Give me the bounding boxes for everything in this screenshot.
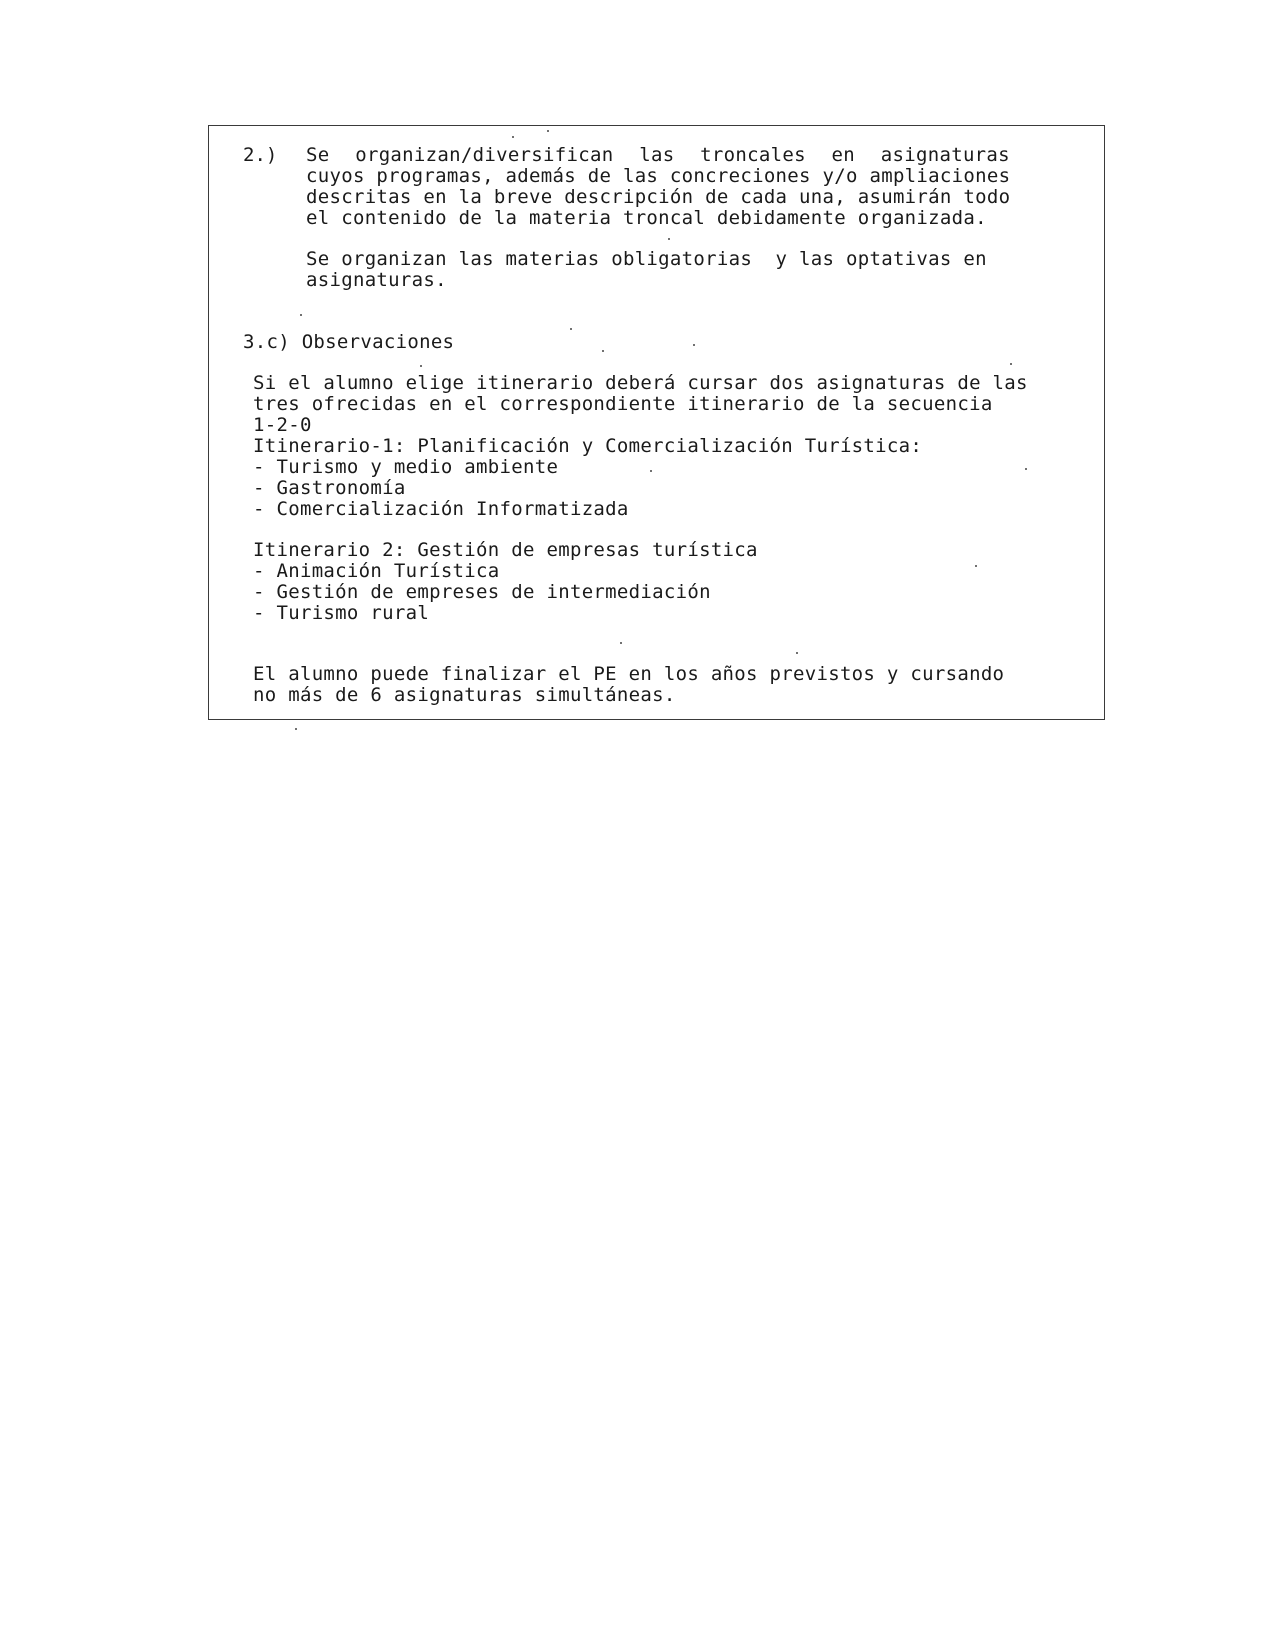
closing-line: no más de 6 asignaturas simultáneas.: [253, 684, 676, 706]
itinerary-1-item: - Comercialización Informatizada: [253, 498, 629, 520]
scan-speck: [668, 238, 670, 240]
scan-speck: [547, 130, 549, 132]
itinerary-2-item: - Animación Turística: [253, 560, 500, 582]
section-3c-heading: 3.c) Observaciones: [243, 331, 455, 353]
scan-speck: [602, 350, 604, 352]
closing-line: El alumno puede finalizar el PE en los años previstos y cursando: [253, 663, 1005, 685]
scan-speck: [650, 470, 652, 472]
section-2-para1-line: el contenido de la materia troncal debidamente organizada.: [306, 207, 987, 229]
scan-speck: [295, 728, 297, 730]
itinerary-1-item: - Gastronomía: [253, 477, 406, 499]
intro-line: tres ofrecidas en el correspondiente itinerario de la secuencia: [253, 393, 993, 415]
scan-speck: [420, 365, 422, 367]
itinerary-1-item: - Turismo y medio ambiente: [253, 456, 559, 478]
scan-speck: [693, 344, 695, 346]
section-2-para1-line: cuyos programas, además de las concreciones y/o ampliaciones: [306, 165, 1011, 187]
itinerary-1-title: Itinerario-1: Planificación y Comercialización Turística:: [253, 435, 923, 457]
section-2-para2-line: asignaturas.: [306, 269, 447, 291]
section-2-para1-line: descritas en la breve descripción de cada una, asumirán todo: [306, 186, 1011, 208]
section-2-para1-line: Se organizan/diversifican las troncales en asignaturas: [306, 144, 1010, 166]
itinerary-2-item: - Gestión de empreses de intermediación: [253, 581, 711, 603]
section-2-para2-line: Se organizan las materias obligatorias y las optativas en: [306, 248, 987, 270]
scan-speck: [570, 328, 572, 330]
scan-speck: [512, 136, 514, 138]
scan-speck: [796, 652, 798, 654]
intro-line: 1-2-0: [253, 414, 312, 436]
scan-speck: [300, 314, 302, 316]
section-2-number: 2.): [243, 144, 278, 166]
scan-speck: [1010, 363, 1012, 365]
intro-line: Si el alumno elige itinerario deberá cursar dos asignaturas de las: [253, 372, 1028, 394]
itinerary-2-title: Itinerario 2: Gestión de empresas turística: [253, 539, 758, 561]
scan-speck: [620, 642, 622, 644]
scan-speck: [1025, 468, 1027, 470]
itinerary-2-item: - Turismo rural: [253, 602, 430, 624]
scan-speck: [975, 565, 977, 567]
